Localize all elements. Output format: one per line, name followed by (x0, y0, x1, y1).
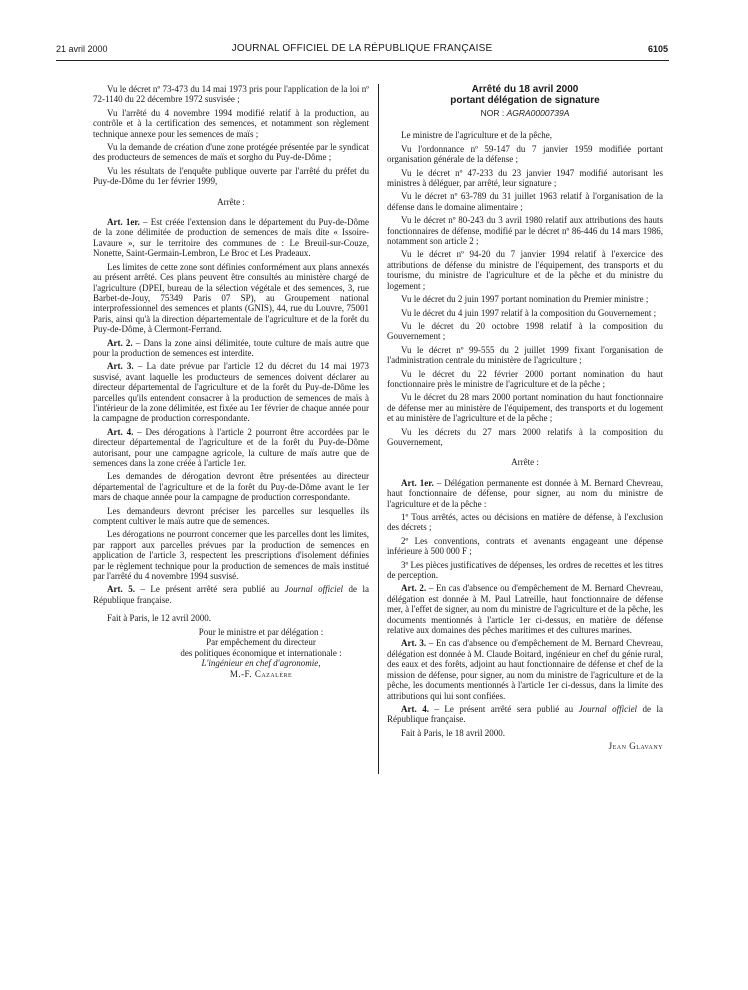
header-date: 21 avril 2000 (56, 44, 108, 54)
article-label: Art. 2. (401, 583, 427, 594)
vu-paragraph: Vu les décrets du 27 mars 2000 relatifs à la composition du Gouvernement, (387, 426, 663, 447)
vu-paragraph: Vu l'ordonnance nº 59-147 du 7 janvier 1959 modifiée portant organisation générale de la défense ; (387, 143, 663, 165)
journal-title: Journal officiel (284, 584, 344, 595)
article-label: Art. 1er. (401, 477, 434, 488)
vu-paragraph: Vu l'arrêté du 4 novembre 1994 modifié relatif à la production, au contrôle et à la certification des semences, et notamment son règlement technique annexe pour les semences de maïs ; (93, 107, 369, 139)
vu-paragraph: Vu le décret du 2 juin 1997 portant nomination du Premier ministre ; (401, 294, 649, 305)
place-date: Fait à Paris, le 12 avril 2000. (107, 613, 211, 624)
intro-paragraph: Le ministre de l'agriculture et de la pêche, (401, 130, 553, 141)
vu-paragraph: Vu le décret du 20 octobre 1998 relatif à la composition du Gouvernement ; (387, 320, 663, 342)
article-text: – Le présent arrêté sera publié au (134, 584, 285, 595)
article-2 (93, 338, 369, 359)
article-label: Art. 4. (401, 703, 429, 714)
place-date: Fait à Paris, le 18 avril 2000. (401, 727, 505, 738)
article-text: – La date prévue par l'article 12 du décret du 14 mai 1973 susvisé, avant laquelle les producteurs de semences doivent déclarer au directeur départemental de l'agriculture et de la forêt du Puy-de-Dôme les parcelles qu'ils entendent consacrer à la production de semences de maïs à l'intérieur de la zone délimitée, est fixée au 1er février de chaque année pour la campagne de production correspondante. (93, 361, 369, 424)
article-label: Art. 2. (107, 337, 133, 348)
signature-title: L'ingénieur en chef d'agronomie, (201, 658, 321, 669)
article-label: Art. 3. (401, 638, 427, 649)
article-text: – Est créée l'extension dans le département du Puy-de-Dôme de la zone délimitée de production de semences de maïs dite « Issoire-Lavaure », sur le territoire des communes de : Le Breuil-sur-Couze, Nonette, Saint-Germain-Lembron, Le Broc et Les Pradeaux. (93, 217, 369, 259)
article-text: – En cas d'absence ou d'empêchement de M. Bernard Chevreau, délégation est donnée à M. Claude Boitard, ingénieur en chef du génie rural, des eaux et des forêts, adjoint au haut fonctionnaire de défense et chef de la mission de défense, pour signer, au nom du ministre de l'agriculture et de la pêche, les documents mentionnés à l'article 1er ci-dessus, dans la limite des attributions qui lui sont confiées. (387, 638, 664, 701)
vu-paragraph: Vu le décret nº 73-473 du 14 mai 1973 pris pour l'application de la loi nº 72-1140 du 22 décembre 1972 susvisée ; (93, 84, 369, 105)
page-number: 6105 (647, 44, 668, 54)
column-divider (378, 84, 379, 774)
vu-paragraph: Vu les résultats de l'enquête publique ouverte par l'arrêté du préfet du Puy-de-Dôme du 1er février 1999, (93, 165, 369, 187)
nor-code: AGRA0000739A (506, 108, 570, 118)
article-label: Art. 5. (107, 584, 135, 595)
article-item: 3º Les pièces justificatives de dépenses, les ordres de recettes et les titres de perception. (387, 559, 663, 581)
article-4 (387, 704, 663, 725)
article-paragraph: Les limites de cette zone sont définies conformément aux plans annexés au présent arrêté. Ces plans peuvent être consultés au ministère chargé de l'agriculture (DPEI, bureau de la sélection végétale et des semences, 3, rue Barbet-de-Jouy, 75349 Paris 07 SP), au Groupement national interprofessionnel des semences et plants (GNIS), 44, rue du Louvre, 75001 Paris, ainsi qu'à la direction départementale de l'agriculture et de la forêt du Puy-de-Dôme, à Clermont-Ferrand. (93, 261, 369, 335)
article-3 (387, 638, 663, 700)
vu-paragraph: Vu la demande de création d'une zone protégée présentée par le syndicat des producteurs de semences de maïs et sorgho du Puy-de-Dôme ; (93, 142, 369, 163)
article-text: de la République française. (93, 584, 369, 605)
journal-title: Journal officiel (578, 703, 638, 714)
article-text: – Des dérogations à l'article 2 pourront être accordées par le directeur départemental de l'agriculture et de la forêt du Puy-de-Dôme autorisant, pour une campagne agricole, la culture de maïs autre que de semences dans la zone créée à l'article 1er. (93, 426, 369, 468)
article-text: – Délégation permanente est donnée à M. Bernard Chevreau, haut fonctionnaire de défense, pour signer, au nom du ministre de l'agriculture et de la pêche : (387, 477, 663, 509)
nor-label: NOR : (480, 108, 507, 118)
arrete-subtitle: portant délégation de signature (450, 95, 600, 106)
article-5 (93, 584, 369, 605)
article-paragraph: Les demandeurs devront préciser les parcelles sur lesquelles ils comptent cultiver le maïs autre que de semences. (93, 505, 369, 527)
article-1 (387, 478, 663, 509)
article-text: – En cas d'absence ou d'empêchement de M. Bernard Chevreau, délégation est donnée à M. Paul Latreille, haut fonctionnaire de défense mer, à l'effet de signer, au nom du ministre de l'agriculture et de la pêche, les documents mentionnés à l'article 1er ci-dessus, en matière de défense relative aux domaines des pêches maritimes et des cultures marines. (387, 583, 664, 636)
article-text: – Dans la zone ainsi délimitée, toute culture de maïs autre que pour la production de semences est interdite. (93, 337, 369, 358)
vu-paragraph: Vu le décret nº 80-243 du 3 avril 1980 relatif aux attributions des hauts fonctionnaires de défense, modifié par le décret nº 86-446 du 14 mars 1986, notamment son article 2 ; (387, 215, 663, 247)
vu-paragraph: Vu le décret du 28 mars 2000 portant nomination du haut fonctionnaire de défense mer au ministère de l'équipement, des transports et du logement et au ministère de l'agriculture et de la pêche ; (387, 392, 663, 424)
signature-line: des politiques économique et internationale : (180, 647, 342, 658)
arrete-heading: Arrête : (511, 457, 539, 468)
page-header (56, 40, 668, 60)
article-label: Art. 3. (107, 361, 134, 372)
article-2 (387, 583, 663, 635)
vu-paragraph: Vu le décret nº 94-20 du 7 janvier 1994 relatif à l'exercice des attributions de défense du ministre de l'équipement, des transports et du tourisme, du ministre de l'agriculture et de la pêche et du ministre du logement ; (387, 249, 663, 291)
arrete-title: Arrêté du 18 avril 2000 (471, 84, 579, 95)
vu-paragraph: Vu le décret du 22 février 2000 portant nomination du haut fonctionnaire près le ministre de l'agriculture et de la pêche ; (387, 368, 663, 389)
vu-paragraph: Vu le décret nº 47-233 du 23 janvier 1947 modifié autorisant les ministres à déléguer, par arrêté, leur signature ; (387, 167, 663, 189)
left-column (93, 84, 369, 680)
article-paragraph: Les dérogations ne pourront concerner que les parcelles dont les limites, par rapport aux parcelles prévues par la production de semences en application de l'article 3, respectent les prescriptions d'isolement définies par le règlement technique pour la production de semences de maïs institué par l'arrêté du 4 novembre 1994 susvisé. (93, 529, 369, 582)
signatory-name: Jean Glavany (608, 741, 663, 752)
signature-line: Par empêchement du directeur (206, 637, 316, 648)
right-column (387, 84, 663, 755)
article-text: de la République française. (387, 703, 663, 725)
article-text: – Le présent arrêté sera publié au (428, 703, 579, 714)
signature-block (153, 627, 369, 680)
article-paragraph: Les demandes de dérogation devront être présentées au directeur départemental de l'agriculture et de la forêt du Puy-de-Dôme avant le 1er mars de chaque année pour la campagne de production correspondante. (93, 471, 369, 503)
header-rule (56, 60, 669, 61)
signature-line: Pour le ministre et par délégation : (198, 626, 324, 637)
arrete-heading: Arrête : (217, 196, 245, 207)
article-4 (93, 427, 369, 469)
article-item: 1º Tous arrêtés, actes ou décisions en matière de défense, à l'exclusion des décrets ; (387, 512, 663, 533)
article-3 (93, 361, 369, 423)
signatory-name: M.-F. Cazalère (229, 669, 293, 680)
nor-reference (387, 108, 663, 118)
vu-paragraph: Vu le décret nº 99-555 du 2 juillet 1999 fixant l'organisation de l'administration centrale du ministère de l'agriculture ; (387, 344, 663, 366)
header-title: JOURNAL OFFICIEL DE LA RÉPUBLIQUE FRANÇAISE (231, 43, 493, 54)
article-item: 2º Les conventions, contrats et avenants engageant une dépense inférieure à 500 000 F ; (387, 535, 663, 557)
article-label: Art. 1er. (107, 217, 140, 228)
article-1 (93, 217, 369, 259)
vu-paragraph: Vu le décret nº 63-789 du 31 juillet 1963 relatif à l'organisation de la défense dans le domaine alimentaire ; (387, 191, 663, 212)
article-label: Art. 4. (107, 426, 134, 437)
vu-paragraph: Vu le décret du 4 juin 1997 relatif à la composition du Gouvernement ; (401, 307, 657, 318)
